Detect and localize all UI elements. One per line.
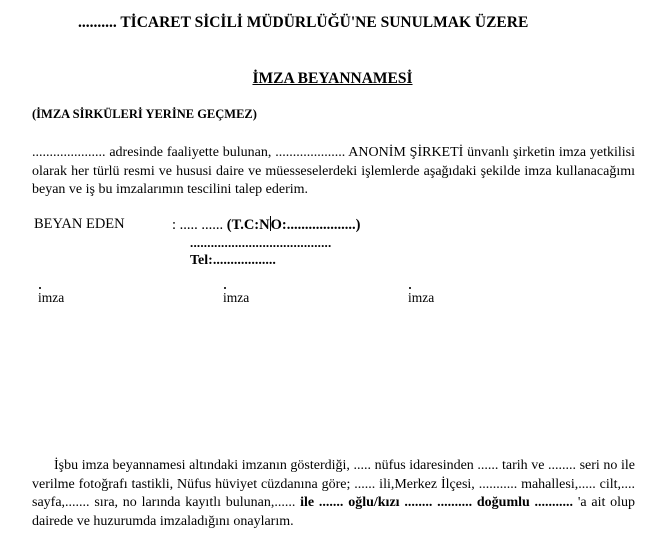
- signature-slot-1: [38, 290, 64, 306]
- signature-slot-3: [408, 290, 434, 306]
- certification-text-end: 'a ait olup dairede ve huzurumda imzaladığını onaylarım.: [32, 495, 636, 529]
- document-title-text: İMZA BEYANNAMESİ: [252, 70, 413, 87]
- certification-text: İşbu imza beyannamesi altındaki imzanın gösterdiği, ..... nüfus idaresinden ...... tarih ve ........ seri no ile verilme fotoğrafı tastikli, Nüfus hüviyet cüzdanına göre; ...... ili,Merkez İlçesi, ........... mahallesi,..... cilt,.... sayfa,....... sıra, no larında kayıtlı bulunan,......: [32, 458, 635, 510]
- declarant-name-dots: : ..... ......: [172, 217, 224, 233]
- tc-label-part1: (T.C:N: [226, 217, 270, 233]
- certification-bold-text: ile ....... oğlu/kızı ........ .......... doğumlu ...........: [300, 495, 574, 510]
- signature-label: imza: [38, 290, 65, 305]
- tc-label-part2: O:...................): [270, 217, 361, 233]
- address-dots-line: .........................................: [190, 235, 332, 250]
- document-subtitle: (İMZA SİRKÜLERİ YERİNE GEÇMEZ): [32, 107, 257, 121]
- certification-paragraph: [32, 457, 635, 531]
- declarant-value: [172, 216, 360, 234]
- dot-mark: [224, 287, 226, 289]
- tel-field: Tel:..................: [190, 253, 276, 268]
- declaration-paragraph: ..................... adresinde faaliyette bulunan, .................... ANONİM ŞİRKETİ ünvanlı şirketin imza yetkilisi olarak her türlü resmi ve hususi daire ve müesseselerdeki işlemlerde aşağıdaki şekilde imza kullanacağımı beyan ve iş bu imzalarımın tescilini talep ederim.: [32, 145, 635, 197]
- tc-number-field[interactable]: [227, 217, 361, 233]
- signature-slot-2: [223, 290, 249, 306]
- dot-mark: [409, 287, 411, 289]
- header-title: .......... TİCARET SİCİLİ MÜDÜRLÜĞÜ'NE SUNULMAK ÜZERE: [78, 14, 529, 31]
- document-title: [0, 70, 653, 88]
- dot-mark: [39, 287, 41, 289]
- declarant-label: BEYAN EDEN: [34, 216, 125, 232]
- signature-label: imza: [408, 290, 435, 305]
- signature-label: imza: [223, 290, 250, 305]
